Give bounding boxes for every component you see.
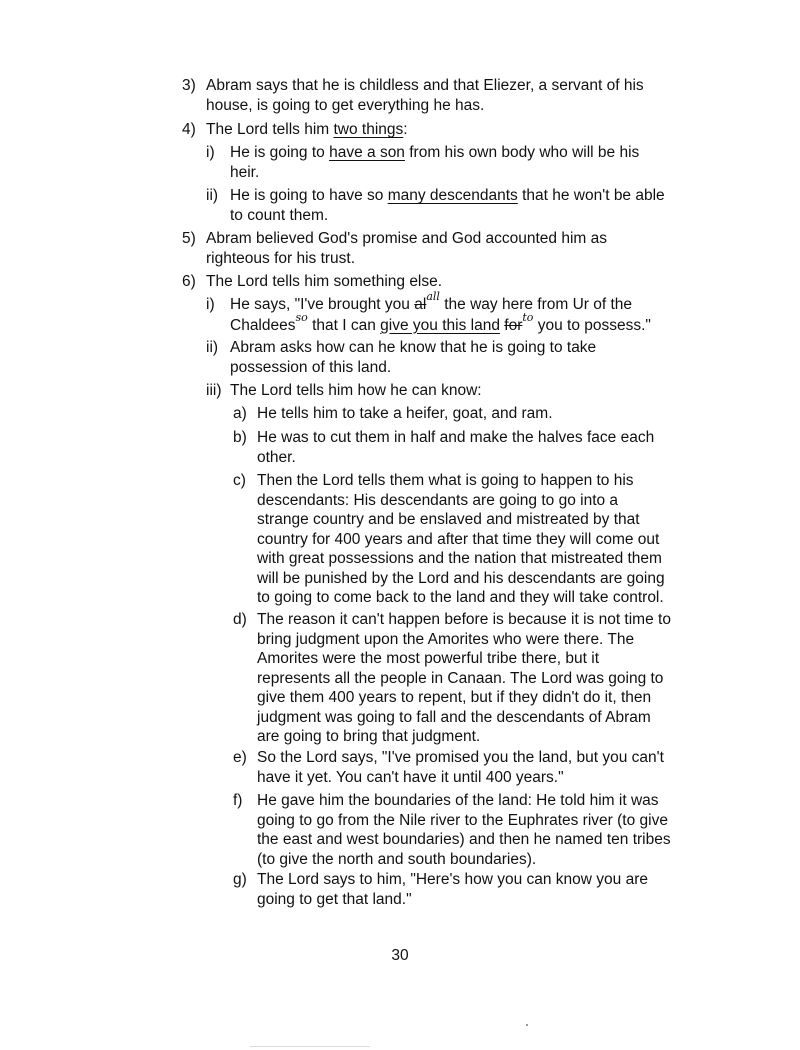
list-item [206,338,706,377]
list-item [206,290,706,336]
item-line: He tells him to take a heifer, goat, and ram. [257,405,553,422]
item-line: Abram asks how can he know that he is going to take [230,339,597,356]
list-item [233,610,703,747]
item-number: iii) [206,382,222,399]
list-item [182,272,702,292]
item-line [230,310,706,337]
handwritten-correction: to [522,310,534,324]
item-number: 6) [182,273,196,290]
item-line: The Lord tells him something else. [206,273,443,290]
text-segment: that he won't be able [517,187,665,204]
item-number: 5) [182,230,196,247]
item-number: 4) [182,121,196,138]
item-line: going to get that land." [257,890,412,908]
item-number: 3) [182,77,196,94]
underlined-text: two things [333,121,404,138]
item-number: b) [233,429,247,446]
item-line: judgment was going to fall and the descendants of Abram [257,708,651,726]
item-line: represents all the people in Canaan. The Lord was going to [257,669,664,687]
underlined-text: give you this land [380,316,500,334]
list-item [182,229,702,268]
item-line: with great possessions and the nation that mistreated them [257,550,662,567]
text-segment: that I can [307,316,381,334]
item-number: d) [233,611,247,628]
item-line: give them 400 years to repent, but if they didn't do it, then [257,689,652,706]
item-number: ii) [206,339,219,356]
text-segment: the way here from Ur of the [439,296,633,313]
item-line: will be punished by the Lord and his descendants are going [257,569,665,587]
scan-artifact [526,1024,528,1026]
handwritten-correction: so [295,310,308,324]
list-item [206,186,706,225]
item-line: the east and west boundaries) and then he named ten tribes [257,831,671,848]
page-number: 30 [391,947,409,964]
item-number: ii) [206,187,219,204]
list-item [233,471,703,608]
item-line: country for 400 years and after that time they will come out [257,530,660,548]
item-line: He was to cut them in half and make the halves face each [257,429,655,446]
text-segment: He is going to [230,144,330,161]
item-line: bring judgment upon the Amorites who were there. The [257,630,635,648]
text-segment: from his own body who will be his [404,144,640,161]
item-line: house, is going to get everything he has. [206,96,485,114]
item-line: righteous for his trust. [206,249,356,267]
list-item [233,791,703,869]
item-line: Abram believed God's promise and God accounted him as [206,230,608,247]
item-number: g) [233,871,247,888]
list-item [206,381,706,401]
item-line: The Lord tells him how he can know: [230,382,482,399]
text-segment: The Lord tells him [206,121,334,138]
struck-text: for [504,316,523,334]
item-number: i) [206,296,215,313]
item-line [230,143,706,163]
list-item [233,404,703,424]
item-line: He gave him the boundaries of the land: He told him it was [257,792,659,809]
handwritten-correction: all [426,290,440,303]
item-number: c) [233,472,246,489]
list-item [233,748,703,787]
text-segment: He is going to have so [230,187,388,204]
item-line: (to give the north and south boundaries). [257,850,537,868]
scan-artifact [250,1046,370,1047]
list-item [206,143,706,182]
item-line: to count them. [230,206,329,224]
item-line: Then the Lord tells them what is going to happen to his [257,472,634,489]
item-line: Abram says that he is childless and that Eliezer, a servant of his [206,77,644,94]
item-line: going to go from the Nile river to the Euphrates river (to give [257,811,668,829]
text-segment: Chaldees [230,316,296,334]
item-line: to going to come back to the land and they will take control. [257,589,664,606]
item-line: Amorites were the most powerful tribe there, but it [257,650,600,667]
text-segment: He says, "I've brought you [230,296,415,313]
struck-text: al [414,296,427,313]
item-line: possession of this land. [230,358,392,376]
text-segment: you to possess." [533,316,651,334]
list-item [182,120,702,140]
text-segment: : [403,121,408,138]
item-line: are going to bring that judgment. [257,728,481,745]
underlined-text: many descendants [387,187,518,204]
item-line: have it yet. You can't have it until 400 years." [257,768,564,786]
list-item [182,76,702,115]
item-number: a) [233,405,247,422]
item-line [230,186,706,206]
item-number: i) [206,144,215,161]
list-item [233,870,703,909]
item-line: The reason it can't happen before is because it is not time to [257,611,671,628]
item-number: f) [233,792,243,809]
underlined-text: have a son [329,144,405,161]
item-line: The Lord says to him, "Here's how you can know you are [257,871,648,888]
list-item [233,428,703,467]
item-line: So the Lord says, "I've promised you the land, but you can't [257,749,664,766]
item-line [206,120,702,140]
item-line: descendants: His descendants are going to go into a [257,491,619,509]
item-number: e) [233,749,247,766]
item-line: heir. [230,163,260,181]
item-line: strange country and be enslaved and mistreated by that [257,511,640,528]
item-line: other. [257,448,296,466]
